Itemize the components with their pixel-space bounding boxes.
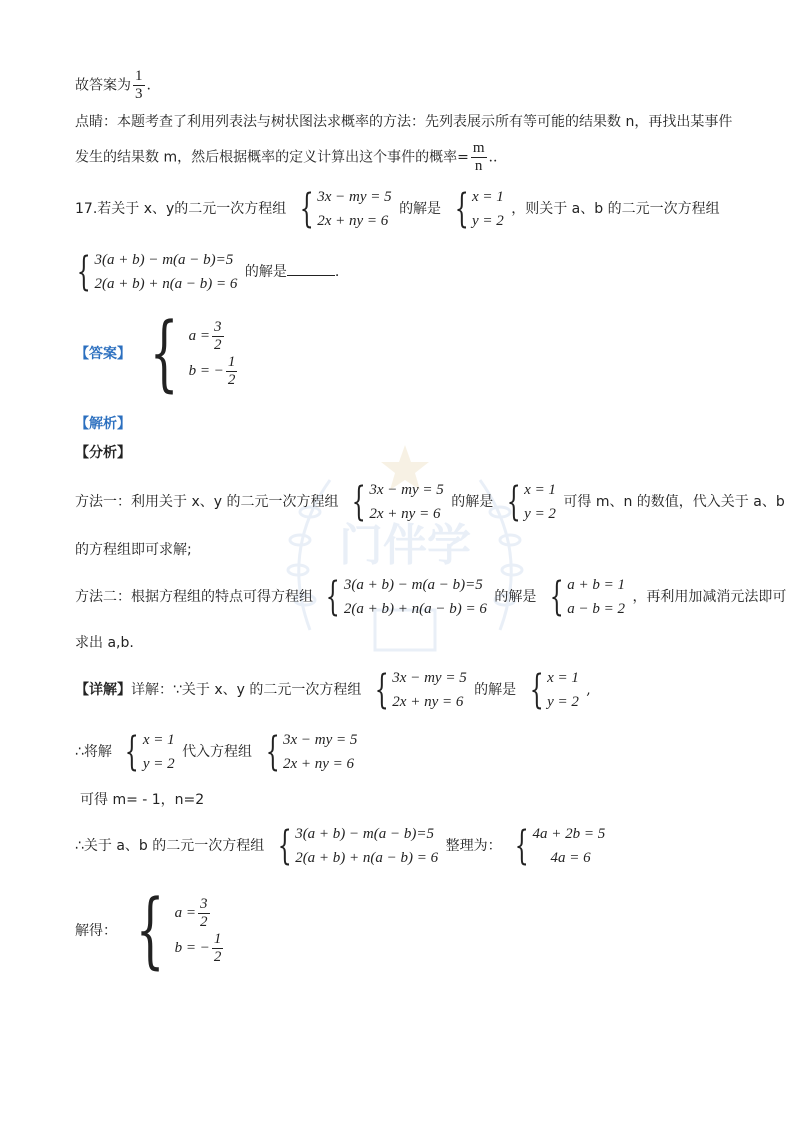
- answer-line: 故答案为 $\frac{1}{3}$ .: [75, 68, 151, 102]
- detail-line: 【详解】详解：∵关于 x、y 的二元一次方程组 { 3x − my = 5 2x + ny = 6 的解是 { x = 1 y = 2 ,: [75, 667, 591, 713]
- answer-blank: [287, 261, 335, 276]
- arrange-line: ∴关于 a、b 的二元一次方程组 { 3(a + b) − m(a − b)=5 2(a + b) + n(a − b) = 6 整理为： { 4a + 2b = 5 4a = 6: [75, 823, 606, 869]
- question-17: 17.若关于 x、y的二元一次方程组 { 3x − my = 5 2x + ny = 6 的解是 { x = 1 y = 2 ，则关于 a、b 的二元一次方程组: [75, 186, 720, 232]
- question-17-cont: { 3(a + b) − m(a − b)=5 2(a + b) + n(a − b) = 6 的解是 .: [76, 249, 340, 295]
- hint-line-1: 点睛：本题考查了利用列表法与树状图法求概率的方法：先列表展示所有等可能的结果数 n，再找出某事件: [75, 114, 733, 130]
- analysis-label: 【解析】: [75, 415, 131, 431]
- fenxi-label: 【分析】: [75, 445, 131, 461]
- method-1-cont: 的方程组即可求解;: [75, 542, 192, 558]
- mn-values: 可得 m= - 1，n=2: [80, 792, 205, 808]
- answer-block: 【答案】 { a = $\frac{3}{2}$ b = − $\frac{1}{2}$: [75, 306, 236, 401]
- method-1: 方法一：利用关于 x、y 的二元一次方程组 { 3x − my = 5 2x + ny = 6 的解是 { x = 1 y = 2 可得 m、n 的数值，代入关于 a、b: [75, 479, 785, 525]
- svg-text:门伴学: 门伴学: [339, 520, 471, 571]
- substitute-line: ∴将解 { x = 1 y = 2 代入方程组 { 3x − my = 5 2x + ny = 6: [75, 729, 358, 775]
- hint-line-2: 发生的结果数 m，然后根据概率的定义计算出这个事件的概率= $\frac{m}{n}$ ..: [75, 140, 498, 174]
- method-2-cont: 求出 a,b.: [75, 635, 134, 651]
- method-2: 方法二：根据方程组的特点可得方程组 { 3(a + b) − m(a − b)=5 2(a + b) + n(a − b) = 6 的解是 { a + b = 1 a − b = 2 ，再利用加减消元法即可: [75, 574, 787, 620]
- solve-block: 解得： { a = $\frac{3}{2}$ b = − $\frac{1}{2}$: [75, 883, 222, 978]
